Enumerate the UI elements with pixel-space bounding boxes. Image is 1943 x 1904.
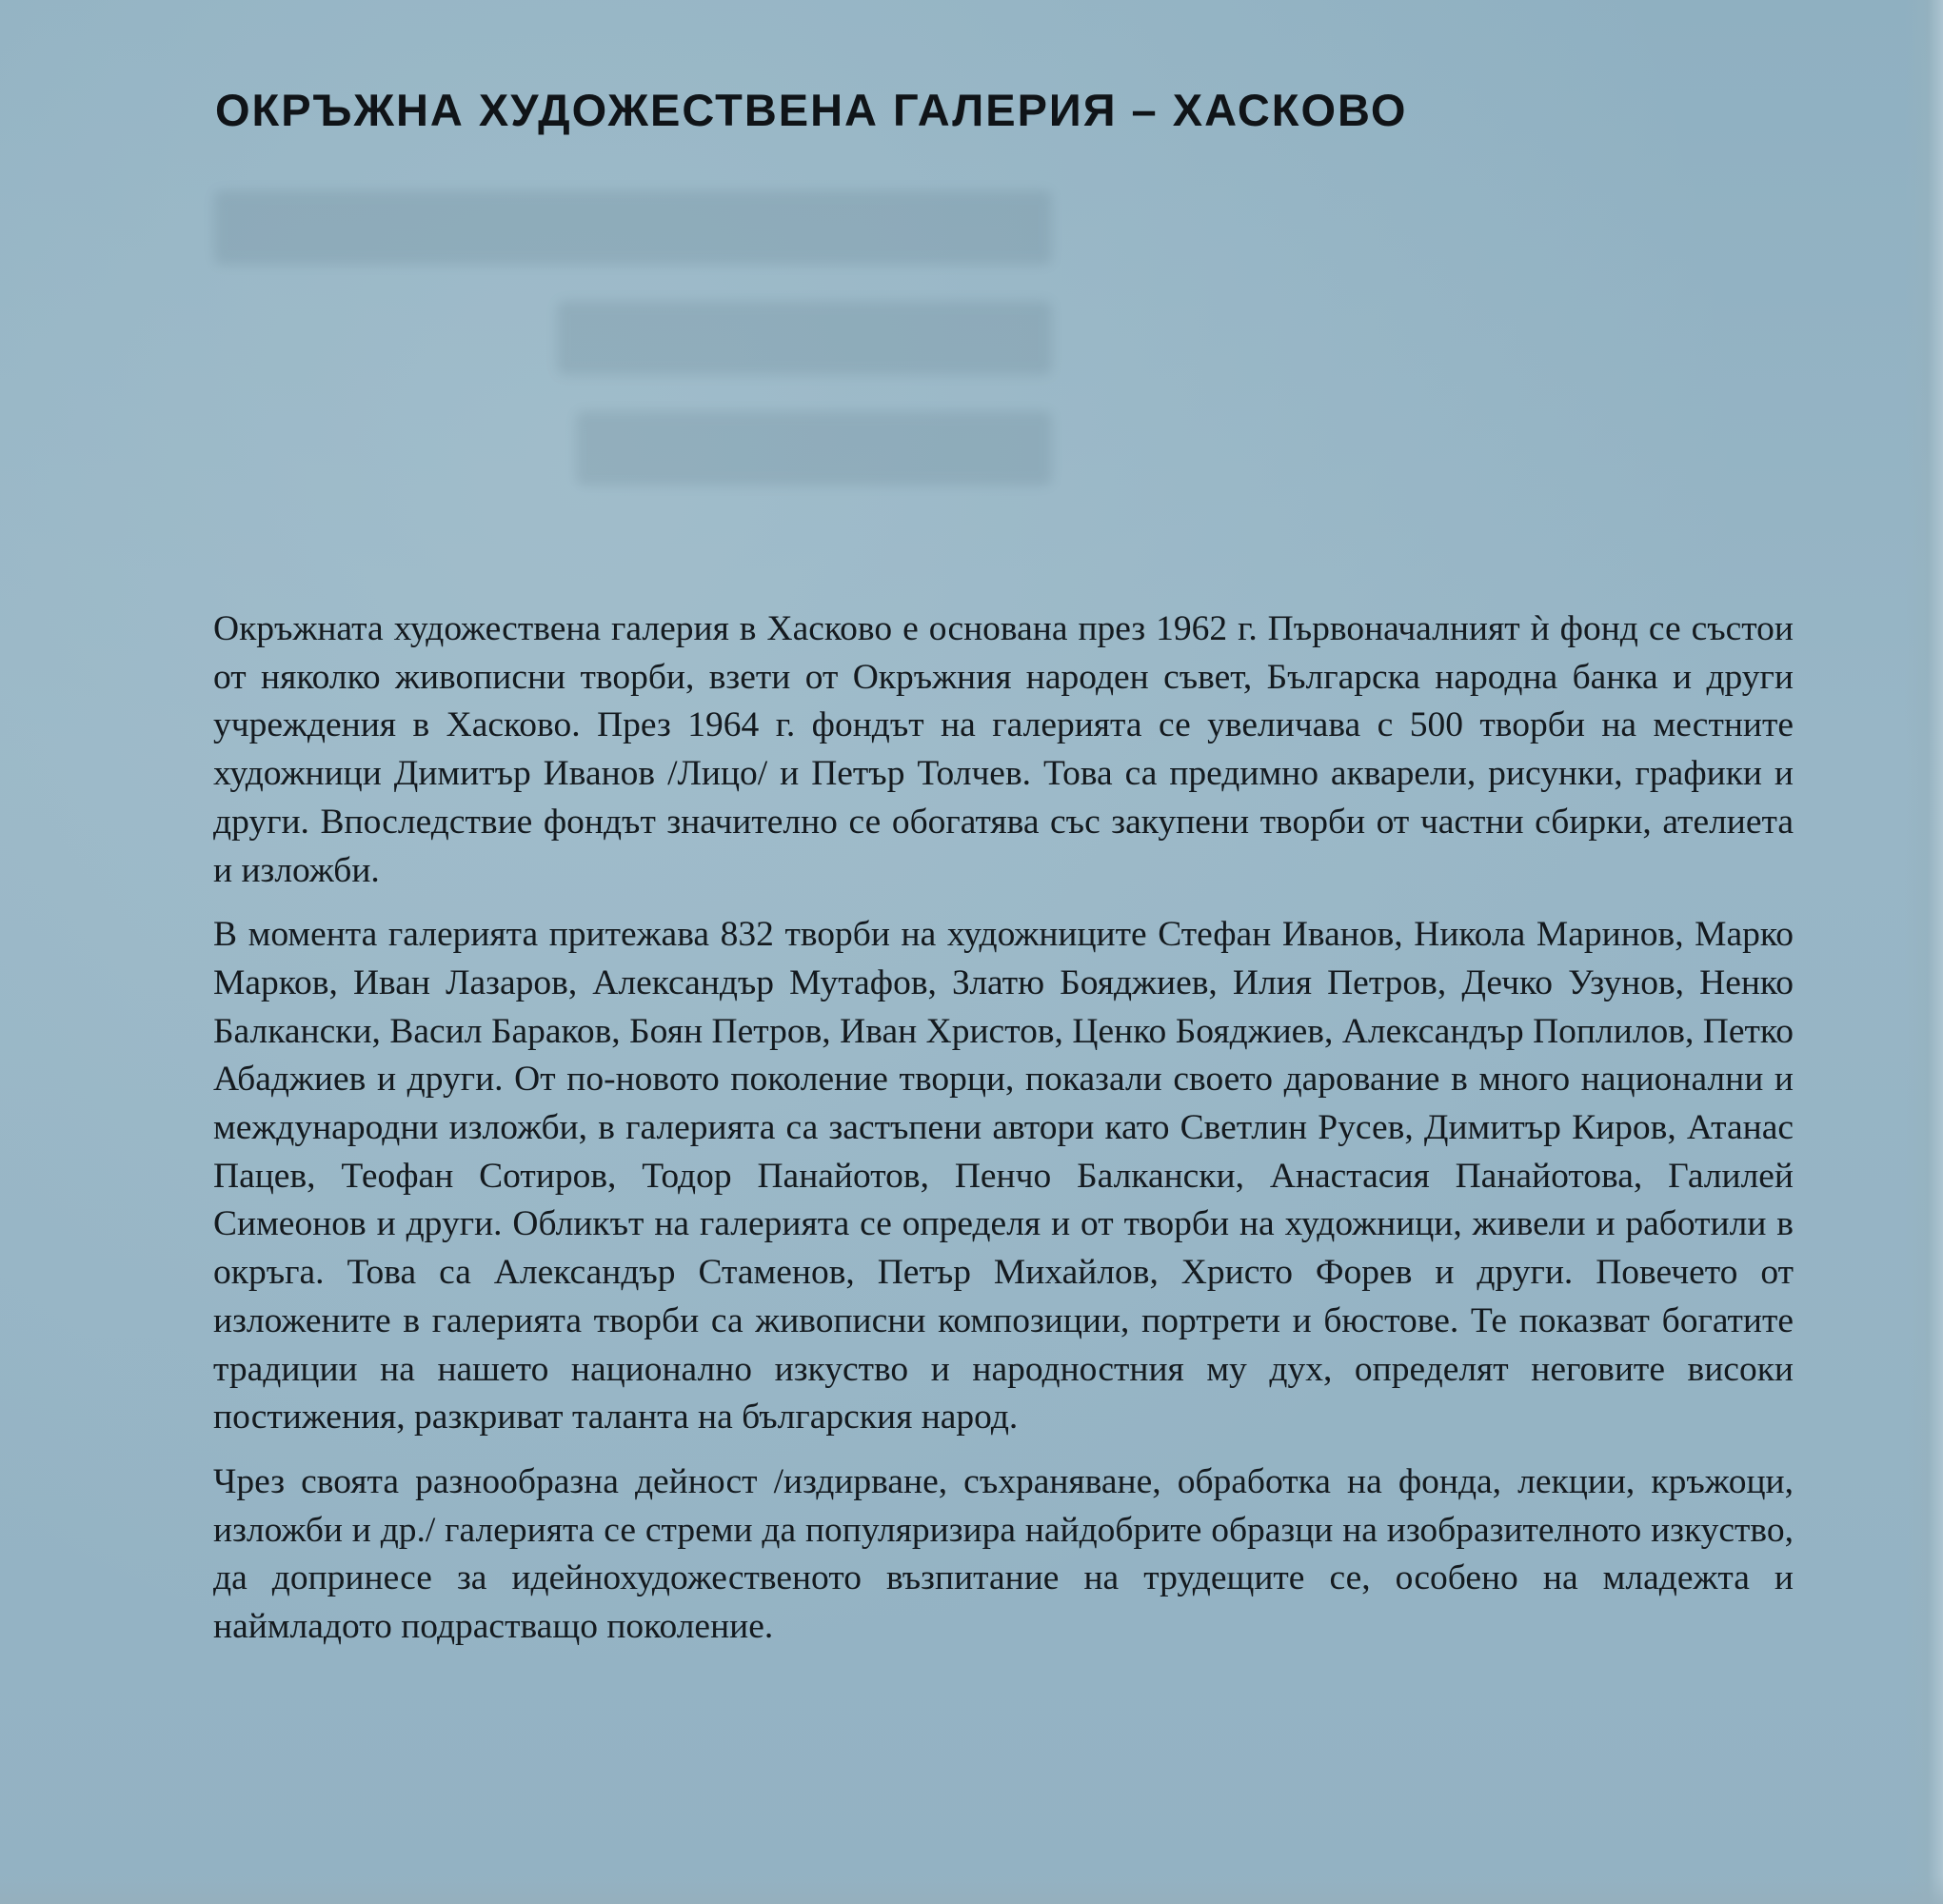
show-through-line [214,190,1052,265]
paragraph-history: Окръжната художествена галерия в Хасково е основана през 1962 г. Първоначалният ѝ фонд се състои от няколко живописни творби, взети от Окръжния народен съвет, Българска народна банка и други учреждения в Хасково. През 1964 г. фондът на галерията се увеличава с 500 творби на местните художници Димитър Иванов /Лицо/ и Петър Толчев. Това са предимно акварели, рисунки, графики и други. Впоследствие фондът значително се обогатява със закупени творби от частни сбирки, ателиета и изложби. [213,609,1794,890]
article-body [213,605,1794,1668]
page-title: ОКРЪЖНА ХУДОЖЕСТВЕНА ГАЛЕРИЯ – ХАСКОВО [215,85,1408,135]
paragraph-collection: В момента галерията притежава 832 творби на художниците Стефан Иванов, Никола Маринов, Марко Марков, Иван Лазаров, Александър Мутафов, Златю Бояджиев, Илия Петров, Дечко Узунов, Ненко Балкански, Васил Бараков, Боян Петров, Иван Христов, Ценко Бояджиев, Александър Поплилов, Петко Абаджиев и други. От по-новото поколение творци, показали своето дарование в много национални и международни изложби, в галерията са застъпени автори като Светлин Русев, Димитър Киров, Атанас Пацев, Теофан Сотиров, Тодор Панайотов, Пенчо Балкански, Анастасия Панайотова, Галилей Симеонов и други. Обликът на галерията се определя и от творби на художници, живели и работили в окръга. Това са Александър Стаменов, Петър Михайлов, Христо Форев и други. Повечето от изложените в галерията творби са живописни композиции, портрети и бюстове. Те показват богатите традиции на нашето национално изкуство и народностния му дух, определят неговите високи постижения, разкриват таланта на българския народ. [213,915,1794,1438]
show-through-line [576,411,1052,486]
paragraph-activities: Чрез своята разнообразна дейност /издирване, съхраняване, обработка на фонда, лекции, кръжоци, изложби и др./ галерията се стреми да популяризира найдобрите образци на изобразителното изкуство, да допринесе за идейнохудожественото възпитание на трудещите се, особено на младежта и наймладото подрастващо поколение. [213,1461,1794,1647]
page-bottom-shadow [0,1875,1943,1904]
show-through-print [195,190,1052,533]
show-through-line [557,301,1052,375]
page-edge-shadow [1905,0,1943,1904]
